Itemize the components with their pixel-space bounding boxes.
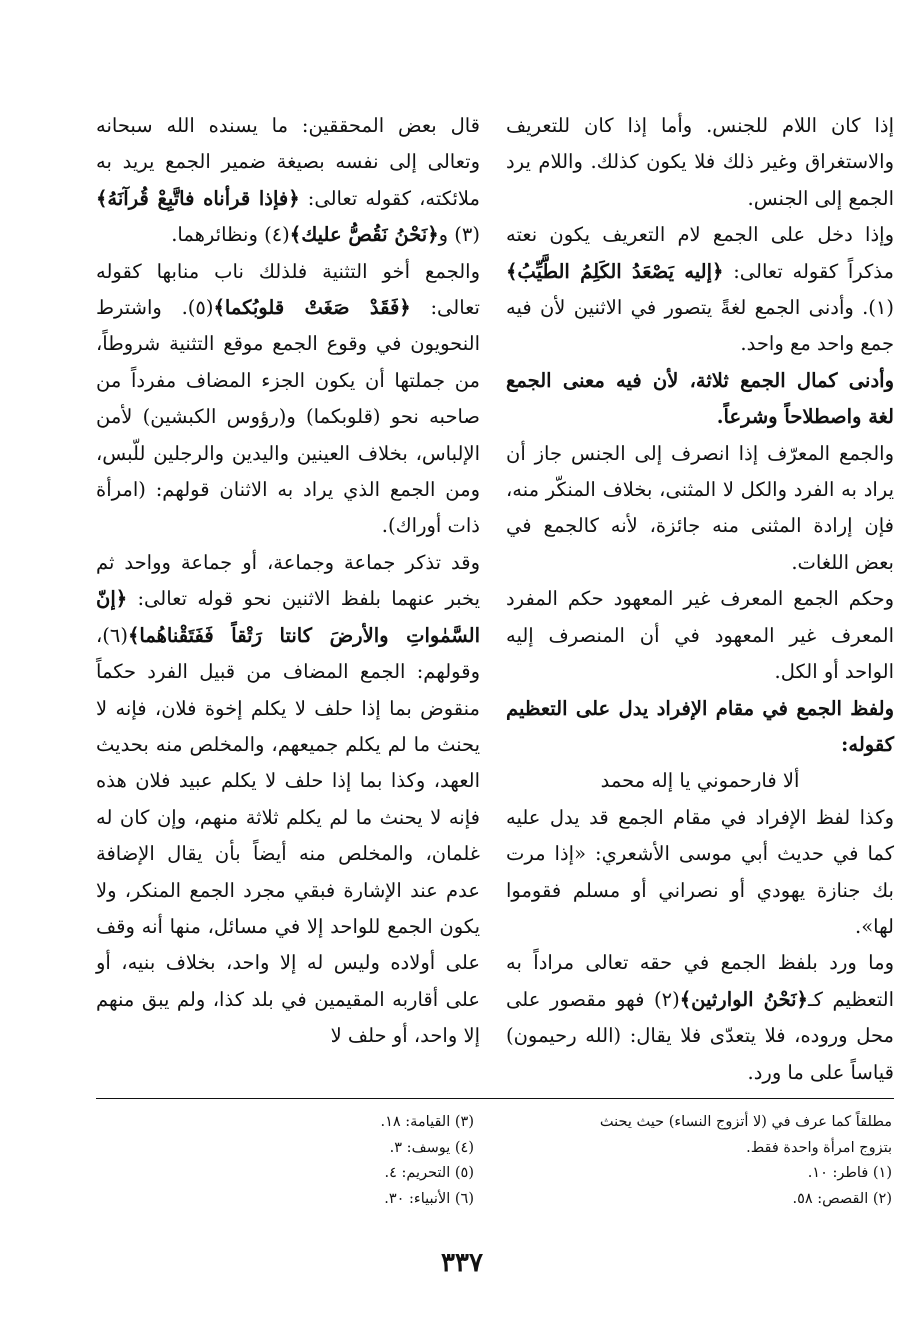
footnote-line: (٢) القصص: ٥٨. — [792, 1190, 892, 1207]
paragraph-text: (٥). واشترط النحويون في وقوع الجمع موقع التثنية شروطاً، من جملتها أن يكون الجزء المضاف مفرداً من صاحبه نحو (قلوبكما) و(رؤوس الكبشين) لأمن الإلباس، بخلاف العينين واليدين والرجلين للّبس، ومن الجمع الذي يراد به الاثنان قولهم: (امرأة ذات أوراك). — [96, 296, 480, 538]
footnote-line: (٣) القيامة: ١٨. — [380, 1114, 474, 1130]
paragraph-text: قال بعض المحققين: ما يسنده الله سبحانه وتعالى إلى نفسه بصيغة ضمير الجمع يريد به ملائكته، كقوله تعالى: — [96, 114, 480, 210]
paragraph — [506, 945, 894, 1091]
paragraph-text: وقد تذكر جماعة وجماعة، أو جماعة وواحد ثم يخبر عنهما بلفظ الاثنين نحو قوله تعالى: — [96, 550, 480, 611]
paragraph-text: (١). وأدنى الجمع لغةً يتصور في الاثنين لأن فيه جمع واحد مع واحد. — [506, 296, 894, 356]
left-text-column — [96, 108, 480, 1055]
footnote-line: (٤) يوسف: ٣. — [389, 1139, 474, 1156]
footnote-line: (١) فاطر: ١٠. — [807, 1165, 892, 1181]
paragraph-text: (٤) ونظائرهما. — [171, 223, 290, 247]
quran-quote: ﴿نَحْنُ نَقُصُّ عليك﴾ — [289, 223, 439, 247]
paragraph: إذا كان اللام للجنس. وأما إذا كان للتعريف والاستغراق وغير ذلك فلا يكون كذلك. واللام يرد الجمع إلى الجنس. — [506, 114, 894, 210]
footnote-line: بتزوج امرأة واحدة فقط. — [746, 1139, 892, 1156]
paragraph — [96, 108, 480, 254]
quran-quote: ﴿فإذا قرأناه فاتَّبِعْ قُرآنَهُ﴾ — [96, 186, 300, 210]
quran-quote: ﴿نَحْنُ الوارثين﴾ — [679, 987, 808, 1011]
paragraph — [96, 545, 480, 1055]
paragraph-text: والجمع أخو التثنية فلذلك ناب منابها كقوله تعالى: — [96, 259, 480, 320]
paragraph-text: (٦)، وقولهم: الجمع المضاف من قبيل الفرد حكماً منقوض بما إذا حلف لا يكلم إخوة فلان، فإنه لا يحنث ما لم يكلم جميعهم، والمخلص منه بحديث العهد، وكذا بما إذا حلف لا يكلم عبيد فلان هذه فإنه لا يحنث ما لم يكلم ثلاثة منهم، وإن كان له غلمان، والمخلص منه أيضاً بأن يقال الإضافة عدم عند الإشارة فبقي مجرد الجمع المنكر، ولا يكون الجمع للواحد إلا في مسائل، منها أنه وقف على أولاده وليس له إلا واحد، بخلاف بنيه، أو على أقاربه المقيمين في بلد كذا، ولم يبق منهم إلا واحد، أو حلف لا — [96, 623, 480, 1048]
quran-quote: ﴿إنّ السَّمٰواتِ والأرضَ كانتا رَتْقاً فَفَتَقْناهُما﴾ — [96, 587, 480, 647]
paragraph-text: (٢) فهو مقصور على محل وروده، فلا يتعدّى فلا يقال: (الله رحيمون) قياساً على ما ورد. — [506, 987, 894, 1084]
paragraph — [96, 254, 480, 545]
poetry-verse: ألا فارحموني يا إله محمد — [600, 769, 800, 793]
footnotes-left — [180, 1110, 474, 1212]
paragraph: والجمع المعرّف إذا انصرف إلى الجنس جاز أن يراد به الفرد والكل لا المثنى، بخلاف المنكّر منه، فإن إرادة المثنى منه جائزة، لأنه كالجمع في بعض اللغات. — [506, 441, 894, 574]
paragraph-text: (٣) و — [438, 223, 480, 247]
page-number: ٣٣٧ — [441, 1248, 483, 1278]
paragraph: وأدنى كمال الجمع ثلاثة، لأن فيه معنى الجمع لغة واصطلاحاً وشرعاً. — [506, 368, 894, 429]
paragraph-text: وإذا دخل على الجمع لام التعريف يكون نعته مذكراً كقوله تعالى: — [506, 223, 894, 283]
paragraph: وكذا لفظ الإفراد في مقام الجمع قد يدل عليه كما في حديث أبي موسى الأشعري: «إذا مرت بك جنازة يهودي أو نصراني أو مسلم فقوموا لها». — [506, 805, 894, 938]
footnote-line: مطلقاً كما عرف في (لا أتزوج النساء) حيث يحنث — [599, 1114, 892, 1130]
right-text-column — [506, 108, 894, 1091]
paragraph: وحكم الجمع المعرف غير المعهود حكم المفرد المعرف غير المعهود في أن المنصرف إليه الواحد أو الكل. — [506, 587, 894, 684]
quran-quote: ﴿إليه يَصْعَدُ الكَلِمُ الطَّيِّبُ﴾ — [506, 259, 724, 283]
footnote-line: (٥) التحريم: ٤. — [384, 1165, 474, 1181]
footnote-line: (٦) الأنبياء: ٣٠. — [384, 1190, 474, 1207]
footnotes-right — [500, 1110, 892, 1212]
paragraph: ولفظ الجمع في مقام الإفراد يدل على التعظيم كقوله: — [506, 696, 894, 756]
footnote-divider — [96, 1098, 894, 1099]
quran-quote: ﴿فَقَدْ صَغَتْ قلوبُكما﴾ — [213, 296, 411, 320]
paragraph-text: وما ورد بلفظ الجمع في حقه تعالى مراداً به التعظيم كـ — [506, 951, 894, 1011]
paragraph — [506, 217, 894, 363]
